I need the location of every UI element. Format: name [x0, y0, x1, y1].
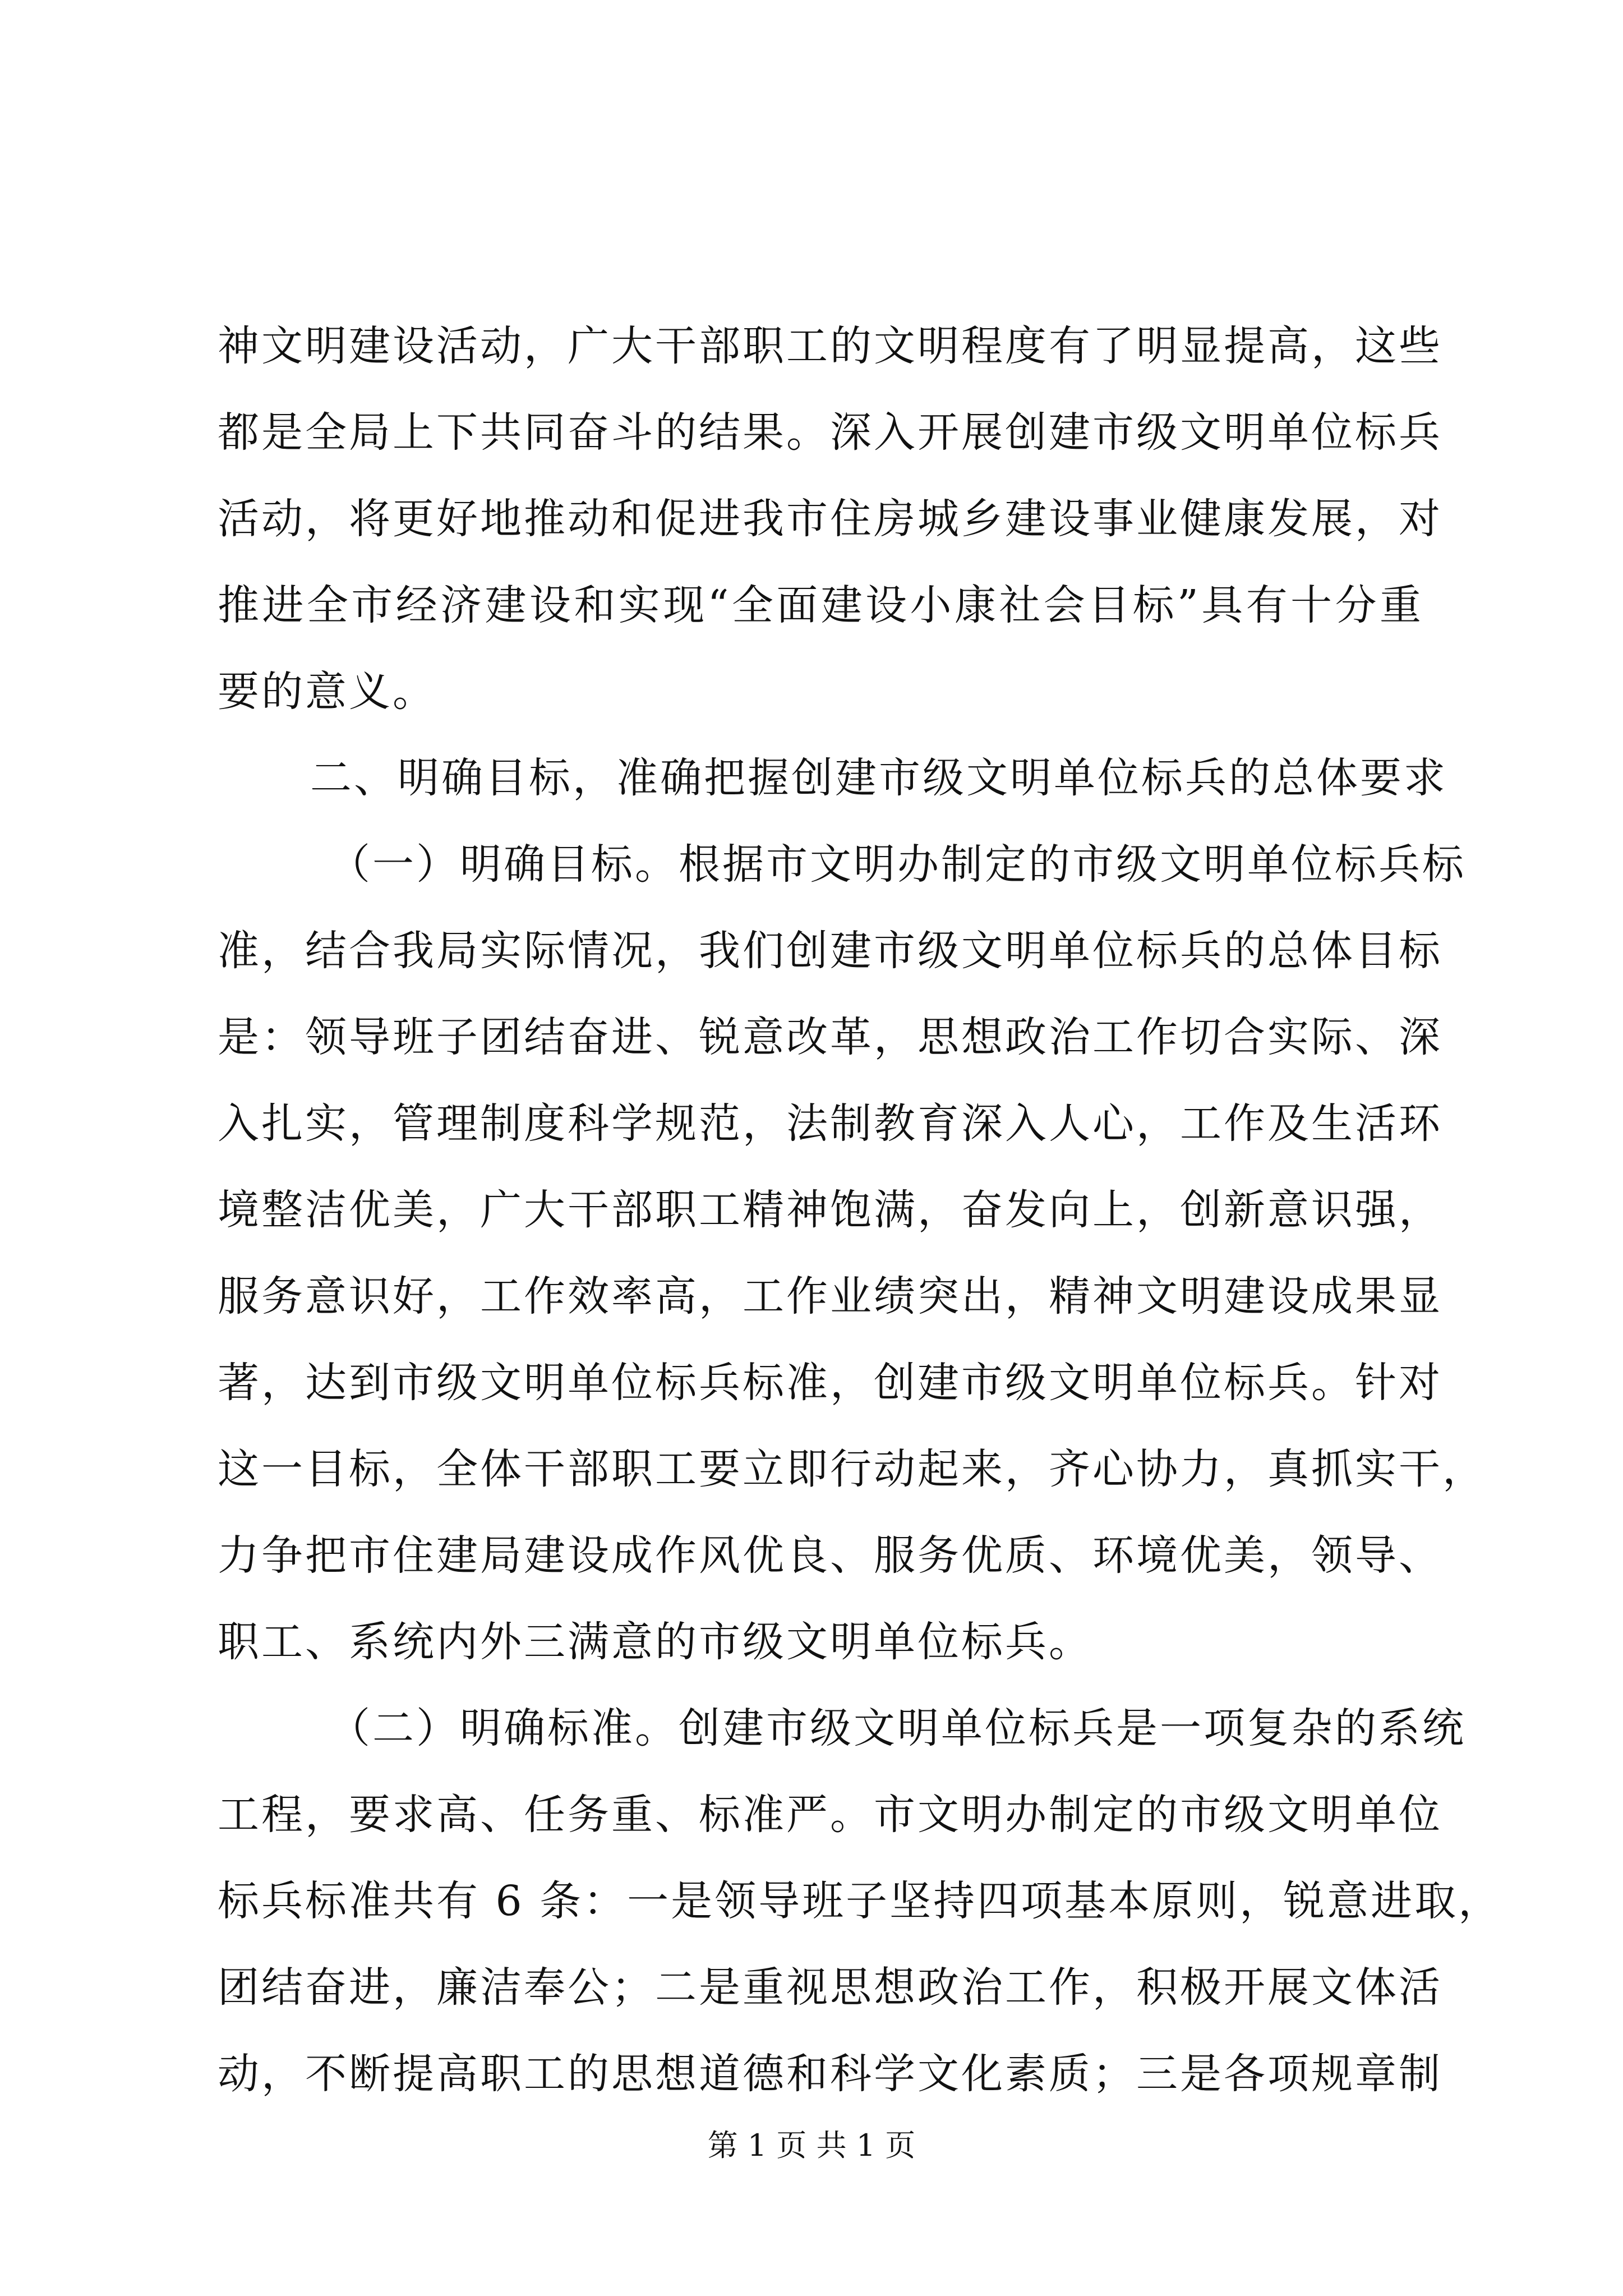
- text-line: 都是全局上下共同奋斗的结果。深入开展创建市级文明单位标兵: [218, 408, 1442, 457]
- text-line: 入扎实，管理制度科学规范，法制教育深入人心，工作及生活环: [218, 1099, 1442, 1148]
- text-line: 团结奋进，廉洁奉公；二是重视思想政治工作，积极开展文体活: [218, 1963, 1442, 2012]
- text-line: 标兵标准共有 6 条：一是领导班子坚持四项基本原则，锐意进取，: [218, 1877, 1502, 1925]
- section-heading: 二、明确目标，准确把握创建市级文明单位标兵的总体要求: [310, 754, 1447, 802]
- text-line: 工程，要求高、任务重、标准严。市文明办制定的市级文明单位: [218, 1791, 1442, 1839]
- text-line: 服务意识好，工作效率高，工作业绩突出，精神文明建设成果显: [218, 1272, 1442, 1320]
- text-line: （二）明确标准。创建市级文明单位标兵是一项复杂的系统: [329, 1704, 1466, 1752]
- text-line: 著，达到市级文明单位标兵标准，创建市级文明单位标兵。针对: [218, 1359, 1442, 1407]
- text-line: 推进全市经济建设和实现“全面建设小康社会目标”具有十分重: [218, 581, 1423, 629]
- text-line: 职工、系统内外三满意的市级文明单位标兵。: [218, 1618, 1092, 1666]
- text-line: 准，结合我局实际情况，我们创建市级文明单位标兵的总体目标: [218, 927, 1442, 975]
- text-line: 神文明建设活动，广大干部职工的文明程度有了明显提高，这些: [218, 322, 1442, 370]
- text-line: （一）明确目标。根据市文明办制定的市级文明单位标兵标: [329, 840, 1466, 889]
- text-line: 活动，将更好地推动和促进我市住房城乡建设事业健康发展，对: [218, 495, 1442, 543]
- text-line: 力争把市住建局建设成作风优良、服务优质、环境优美，领导、: [218, 1531, 1442, 1580]
- text-line: 境整洁优美，广大干部职工精神饱满，奋发向上，创新意识强，: [218, 1186, 1442, 1234]
- text-line: 要的意义。: [218, 668, 436, 716]
- document-body: [218, 303, 1502, 2117]
- text-line: 动，不断提高职工的思想道德和科学文化素质；三是各项规章制: [218, 2050, 1442, 2098]
- text-line: 这一目标，全体干部职工要立即行动起来，齐心协力，真抓实干，: [218, 1445, 1486, 1493]
- page-footer: 第 1 页 共 1 页: [707, 2128, 916, 2163]
- text-line: 是：领导班子团结奋进、锐意改革，思想政治工作切合实际、深: [218, 1013, 1442, 1061]
